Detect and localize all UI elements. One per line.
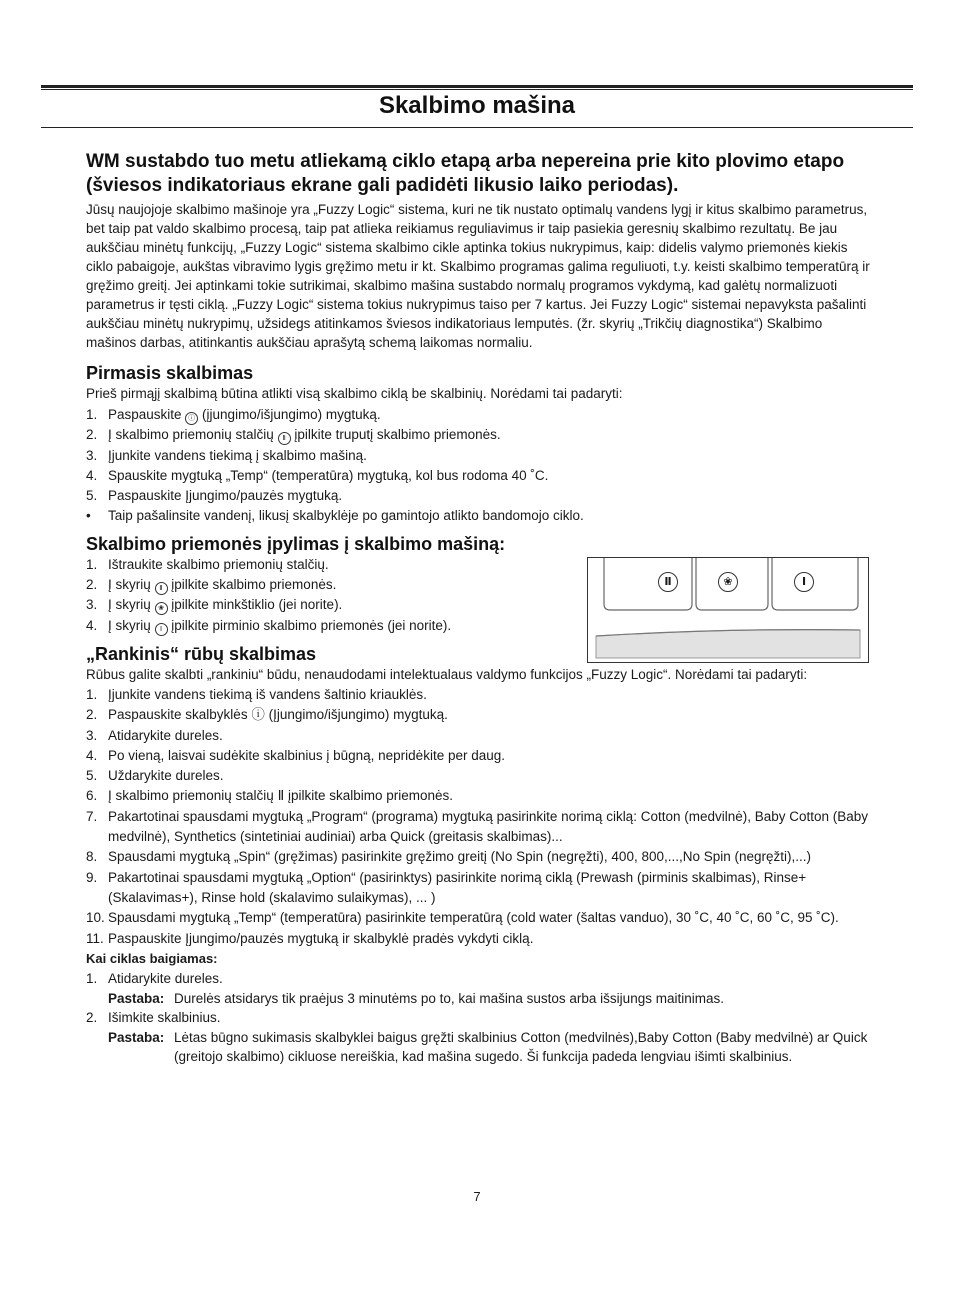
header-rule-bottom — [41, 127, 913, 128]
step-text-after: įpilkite minkštiklio (jei norite). — [167, 597, 343, 613]
compartment-icon: ❀ — [155, 602, 168, 615]
drawer-prewash-icon: Ⅰ — [794, 572, 814, 592]
step-number: 3. — [86, 447, 98, 463]
step-number: 5. — [86, 488, 98, 504]
step-number: 7. — [86, 808, 98, 824]
manual-step — [86, 726, 870, 746]
note-label: Pastaba: — [108, 991, 165, 1007]
step-number: 9. — [86, 869, 98, 885]
step-number: 1. — [86, 556, 98, 572]
note-label: Pastaba: — [108, 1030, 165, 1046]
step-number: 4. — [86, 617, 98, 633]
step-number: 10. — [86, 910, 105, 926]
step-number: • — [86, 508, 91, 524]
step-text: Į skalbimo priemonių stalčių Ⅱ įpilkite skalbimo priemonės. — [108, 788, 454, 804]
step-number: 4. — [86, 467, 98, 483]
manual-step — [86, 847, 870, 867]
step-text-after: įpilkite pirminio skalbimo priemonės (jei norite). — [167, 617, 452, 633]
step-text: Įjunkite vandens tiekimą iš vandens šaltinio kriauklės. — [108, 686, 427, 702]
cycle-end-step — [86, 969, 870, 1008]
step-text: Paspauskite skalbyklės ⓘ (Įjungimo/išjungimo) mygtuką. — [108, 707, 448, 723]
step-text: Spausdami mygtuką „Temp“ (temperatūra) pasirinkite temperatūrą (cold water (šaltas vanduo), 30 ˚C, 40 ˚C, 60 ˚C, 95 ˚C). — [108, 910, 839, 926]
manual-step — [86, 786, 870, 806]
step-text: Atidarykite dureles. — [108, 970, 223, 986]
cycle-end-title: Kai ciklas baigiamas: — [86, 950, 218, 966]
manual-step — [86, 908, 870, 928]
drawer-softener-icon: ❀ — [718, 572, 738, 592]
manual-step — [86, 766, 870, 786]
manual-step — [86, 746, 870, 766]
step-text: Pakartotinai spausdami mygtuką „Option“ (pasirinktys) pasirinkite norimą ciklą (Prewash (pirminis skalbimas), Rinse+ (Skalavimas+), Rinse hold (skalavimo sulaikymas), ... ) — [108, 869, 807, 905]
page-number: 7 — [473, 1189, 481, 1204]
step-text: Įjunkite vandens tiekimą į skalbimo mašiną. — [108, 447, 367, 463]
step-text: Taip pašalinsite vandenį, likusį skalbyklėje po gamintojo atlikto bandomojo ciklo. — [108, 508, 584, 524]
first-wash-heading: Pirmasis skalbimas — [86, 363, 254, 383]
step-text: Paspauskite Įjungimo/pauzės mygtuką. — [108, 488, 343, 504]
step-number: 1. — [86, 970, 98, 986]
first-wash-step — [86, 405, 870, 425]
step-number: 2. — [86, 577, 98, 593]
detergent-heading: Skalbimo priemonės įpylimas į skalbimo mašiną: — [86, 533, 506, 554]
step-text: Išimkite skalbinius. — [108, 1010, 221, 1026]
step-text: Po vieną, laisvai sudėkite skalbinius į būgną, nepridėkite per daug. — [108, 747, 505, 763]
step-number: 2. — [86, 427, 98, 443]
step-text: Į skyrių — [108, 617, 155, 633]
step-text-after: (įjungimo/išjungimo) mygtuką. — [198, 407, 381, 422]
step-number: 4. — [86, 747, 98, 763]
step-text: Spauskite mygtuką „Temp“ (temperatūra) mygtuką, kol bus rodoma 40 ˚C. — [108, 467, 549, 483]
step-number: 6. — [86, 788, 98, 804]
header-rule-top-thin — [41, 89, 913, 90]
detergent-drawer-illustration — [587, 557, 869, 663]
first-wash-intro: Prieš pirmąjį skalbimą būtina atlikti visą skalbimo ciklą be skalbinių. Norėdami tai padaryti: — [86, 386, 623, 401]
step-text: Į skalbimo priemonių stalčių — [108, 427, 278, 443]
step-number: 2. — [86, 1010, 98, 1026]
step-text: Paspauskite Įjungimo/pauzės mygtuką ir skalbyklė pradės vykdyti ciklą. — [108, 930, 534, 946]
manual-step — [86, 705, 870, 725]
note-text: Lėtas būgno sukimasis skalbyklei baigus gręžti skalbinius Cotton (medvilnės),Baby Cotton (Baby medvilnė) ar Quick (greitojo skalbimo) cikluose nereiškia, kad mašina sugedo. Ši funkcija padeda lengviau išimti skalbinius. — [174, 1030, 868, 1065]
compartment-icon: ⓘ — [185, 412, 198, 425]
step-number: 3. — [86, 727, 98, 743]
manual-step — [86, 929, 870, 949]
compartment-icon: Ⅱ — [278, 432, 291, 445]
step-text: Atidarykite dureles. — [108, 727, 223, 743]
step-number: 1. — [86, 686, 98, 702]
page-title: Skalbimo mašina — [378, 92, 576, 119]
note-text: Durelės atsidarys tik praėjus 3 minutėms po to, kai mašina sustos arba išsijungs maitinimas. — [174, 991, 724, 1007]
step-text-after: įpilkite skalbimo priemonės. — [167, 577, 337, 593]
step-number: 8. — [86, 849, 98, 865]
step-text: Paspauskite — [108, 407, 186, 422]
note — [108, 1028, 870, 1066]
step-text: Ištraukite skalbimo priemonių stalčių. — [108, 556, 329, 572]
note — [108, 989, 870, 1008]
step-text: Pakartotinai spausdami mygtuką „Program“ (programa) mygtuką pasirinkite norimą ciklą: Cotton (medvilnė), Baby Cotton (Baby medvilnė), Synthetics (sintetiniai audiniai) arba Quick (greitasis skalbimas)... — [108, 808, 869, 845]
step-number: 5. — [86, 768, 98, 784]
step-number: 1. — [86, 407, 98, 422]
step-number: 2. — [86, 707, 98, 723]
first-wash-step — [86, 446, 870, 466]
cycle-end-step — [86, 1008, 870, 1066]
manual-step — [86, 868, 870, 909]
first-wash-steps — [86, 405, 870, 527]
step-number: 3. — [86, 597, 98, 613]
manual-step — [86, 685, 870, 705]
step-text: Uždarykite dureles. — [108, 768, 224, 784]
cycle-end-steps — [86, 969, 870, 1067]
compartment-icon: Ⅱ — [155, 582, 168, 595]
drawer-main-wash-icon: Ⅱ — [658, 572, 678, 592]
manual-steps — [86, 685, 870, 949]
header-rule-top — [41, 85, 913, 88]
manual-intro: Rūbus galite skalbti „rankiniu“ būdu, nenaudodami intelektualaus valdymo funkcijos „Fuzzy Logic“. Norėdami tai padaryti: — [86, 666, 808, 682]
first-wash-step — [86, 506, 870, 526]
step-text: Spausdami mygtuką „Spin“ (gręžimas) pasirinkite gręžimo greitį (No Spin (negręžti), 400, 800,...,No Spin (negręžti),...) — [108, 849, 812, 865]
manual-heading: „Rankinis“ rūbų skalbimas — [86, 643, 317, 664]
intro-body: Jūsų naujojoje skalbimo mašinoje yra „Fuzzy Logic“ sistema, kuri ne tik nustato optimalų vandens lygį ir kitus skalbimo parametrus, bet taip pat valdo skalbimo procesą, taip pat atlieka reikiamus reguliavimus ir taip pasiekia geresnių skalbimo rezultatų. Be jau aukščiau minėtų funkcijų, „Fuzzy Logic“ sistema skalbimo cikle aptinka tokius nukrypimus, kaip: didelis valymo priemonės kiekis ciklo pabaigoje, aukštas vibravimo lygis gręžimo metu ir kt. Skalbimo programas galima reguliuoti, t.y. keisti skalbimo temperatūrą ir gręžimo greitį. Jei aptinkami tokie sutrikimai, skalbimo mašina sustabdo normalų programos vykdymą, kad galėtų normalizuoti parametrus ir tęsti ciklą. „Fuzzy Logic“ sistema tokius nukrypimus taiso per 7 kartus. Jei Fuzzy Logic“ sistemai nepavyksta pašalinti aukščiau minėtų nukrypimų, užsidegs atitinkamos šviesos indikatoriaus lemputės. (žr. skyrių „Trikčių diagnostika“) Skalbimo mašinos darbas, atitinkantis aukščiau aprašytą schemą laikomas normaliu. — [86, 202, 870, 350]
step-text: Į skyrių — [108, 577, 155, 593]
first-wash-step — [86, 466, 870, 486]
manual-step — [86, 807, 870, 848]
compartment-icon: Ⅰ — [155, 623, 168, 636]
first-wash-step — [86, 425, 870, 445]
step-text-after: įpilkite truputį skalbimo priemonės. — [290, 427, 501, 443]
intro-heading: WM sustabdo tuo metu atliekamą ciklo etapą arba nepereina prie kito plovimo etapo (šviesos indikatoriaus ekrane gali padidėti likusio laiko periodas). — [86, 151, 845, 196]
step-text: Į skyrių — [108, 597, 155, 613]
first-wash-step — [86, 486, 870, 506]
step-number: 11. — [86, 930, 104, 946]
